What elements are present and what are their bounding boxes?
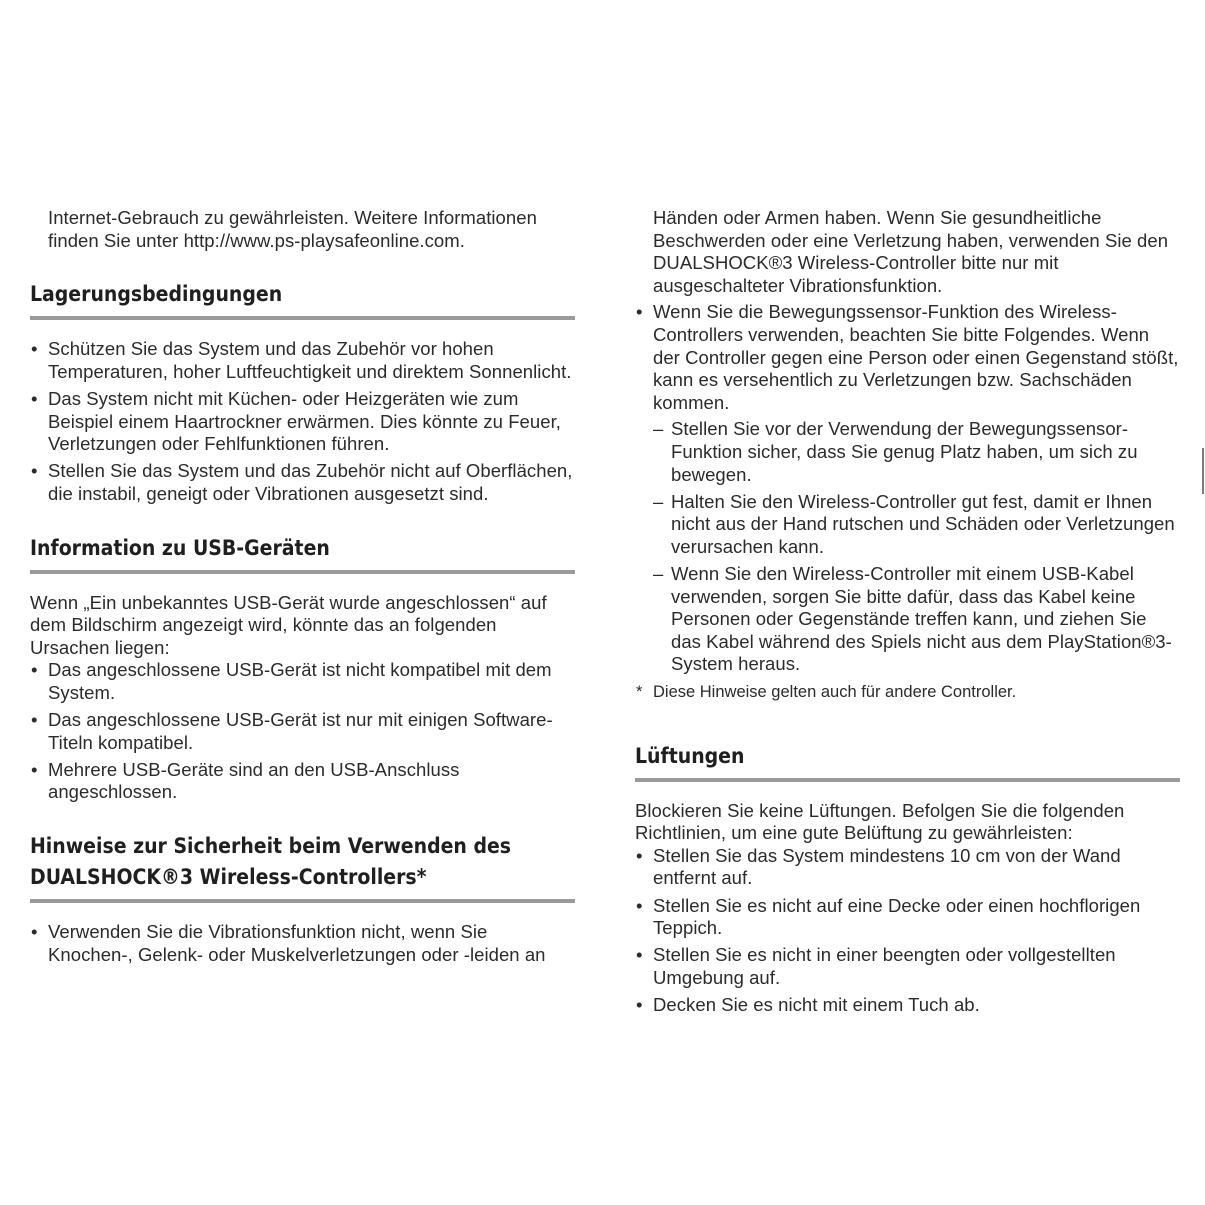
intro-line-2: finden Sie unter http://www.ps-playsafeonline.com.	[48, 229, 465, 251]
vents-section	[635, 741, 1180, 1017]
list-item: • Das angeschlossene USB-Gerät ist nicht kompatibel mit dem System.	[30, 659, 575, 704]
footnote-mark: *	[636, 682, 643, 701]
continued-text: Händen oder Armen haben. Wenn Sie gesundheitliche Beschwerden oder eine Verletzung haben, verwenden Sie den DUALSHOCK®3 Wireless-Controller bitte nur mit ausgeschalteter Vibrationsfunktion.	[653, 207, 1169, 296]
left-column	[30, 207, 575, 971]
safety-list	[30, 921, 575, 966]
list-item: • Stellen Sie das System und das Zubehör nicht auf Oberflächen, die instabil, geneigt oder Vibrationen ausgesetzt sind.	[30, 460, 575, 505]
intro-line-1: Internet-Gebrauch zu gewährleisten. Weitere Informationen	[48, 207, 537, 228]
list-item: • Decken Sie es nicht mit einem Tuch ab.	[635, 994, 1180, 1017]
list-item: • Das angeschlossene USB-Gerät ist nur mit einigen Software-Titeln kompatibel.	[30, 709, 575, 754]
right-column	[635, 207, 1180, 1021]
list-item: • Das System nicht mit Küchen- oder Heizgeräten wie zum Beispiel einem Haartrockner erwärmen. Dies könnte zu Feuer, Verletzungen oder Fehlfunktionen führen.	[30, 388, 575, 456]
safety-heading-line-1: Hinweise zur Sicherheit beim Verwenden des	[30, 834, 512, 859]
footnote-text: Diese Hinweise gelten auch für andere Controller.	[653, 682, 1017, 701]
safety-heading-line-2: DUALSHOCK®3 Wireless-Controllers*	[30, 865, 427, 890]
storage-section	[30, 279, 575, 505]
list-item: • Stellen Sie das System mindestens 10 cm von der Wand entfernt auf.	[635, 845, 1180, 890]
list-item: • Stellen Sie es nicht in einer beengten oder vollgestellten Umgebung auf.	[635, 944, 1180, 989]
list-item	[635, 301, 1180, 676]
list-item: • Schützen Sie das System und das Zubehör vor hohen Temperaturen, hoher Luftfeuchtigkeit und direktem Sonnenlicht.	[30, 338, 575, 383]
storage-list	[30, 338, 575, 505]
vents-list	[635, 845, 1180, 1017]
usb-section	[30, 533, 575, 805]
usb-heading: Information zu USB-Geräten	[30, 533, 575, 574]
sub-list-item: – Stellen Sie vor der Verwendung der Bewegungssensor-Funktion sicher, dass Sie genug Platz haben, um sich zu bewegen.	[635, 418, 1180, 486]
sub-list-item: – Wenn Sie den Wireless-Controller mit einem USB-Kabel verwenden, sorgen Sie bitte dafür, dass das Kabel keine Personen oder Gegenstände treffen kann, und ziehen Sie das Kabel während des Spiels nicht aus dem PlayStation®3-System heraus.	[635, 563, 1180, 676]
usb-intro: Wenn „Ein unbekanntes USB-Gerät wurde angeschlossen“ auf dem Bildschirm angezeigt wird, könnte das an folgenden Ursachen liegen:	[30, 591, 547, 658]
usb-list	[30, 659, 575, 804]
motion-list	[635, 301, 1180, 676]
safety-section	[30, 831, 575, 966]
safety-heading	[30, 831, 575, 903]
footnote	[635, 681, 1180, 703]
vents-heading: Lüftungen	[635, 741, 1180, 782]
list-item: • Mehrere USB-Geräte sind an den USB-Anschluss angeschlossen.	[30, 759, 575, 804]
sub-list-item: – Halten Sie den Wireless-Controller gut fest, damit er Ihnen nicht aus der Hand rutschen und Schäden oder Verletzungen verursachen kann.	[635, 491, 1180, 559]
page-edge-marker	[1202, 448, 1204, 494]
motion-sub-list	[635, 418, 1180, 676]
list-item: • Verwenden Sie die Vibrationsfunktion nicht, wenn Sie Knochen-, Gelenk- oder Muskelverletzungen oder -leiden an	[30, 921, 575, 966]
motion-item-text: Wenn Sie die Bewegungssensor-Funktion des Wireless-Controllers verwenden, beachten Sie bitte Folgendes. Wenn der Controller gegen eine Person oder einen Gegenstand stößt, kann es versehentlich zu Verletzungen bzw. Sachschäden kommen.	[653, 301, 1179, 413]
list-item: • Stellen Sie es nicht auf eine Decke oder einen hochflorigen Teppich.	[635, 895, 1180, 940]
vents-intro: Blockieren Sie keine Lüftungen. Befolgen Sie die folgenden Richtlinien, um eine gute Belüftung zu gewährleisten:	[635, 799, 1125, 844]
storage-heading: Lagerungsbedingungen	[30, 279, 575, 320]
